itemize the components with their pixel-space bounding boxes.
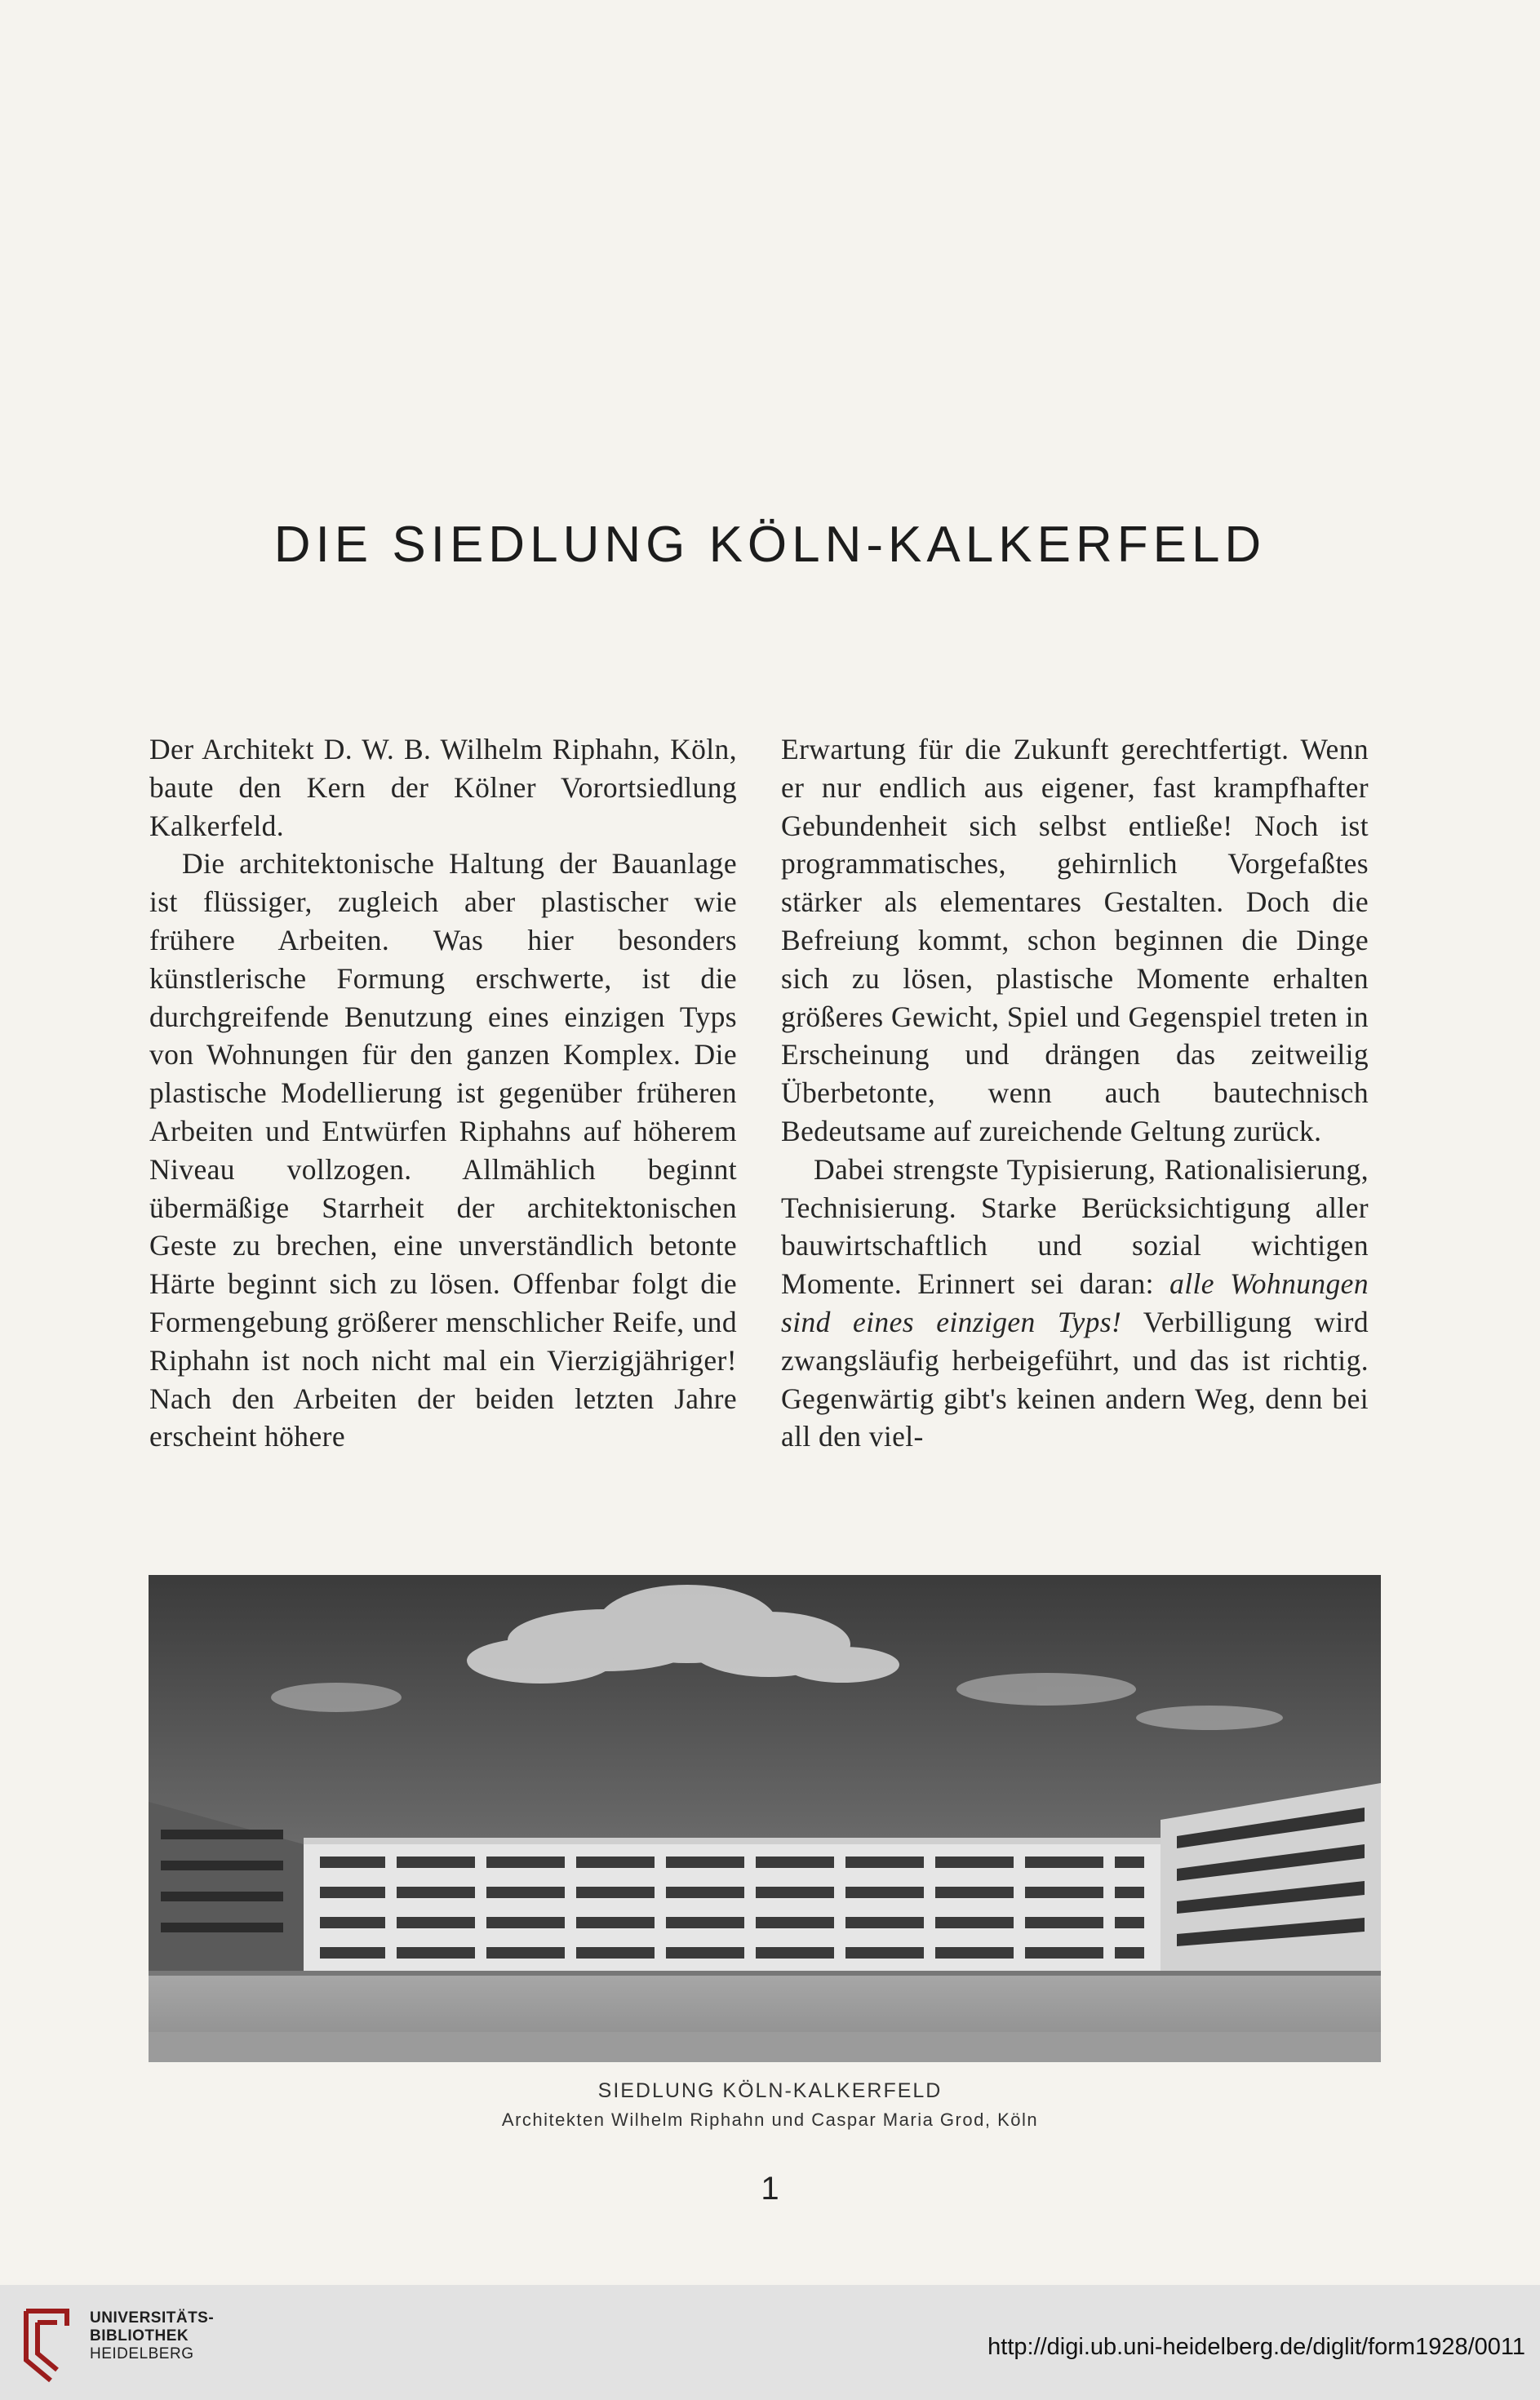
- paragraph-text: Dabei strengste Typisierung, Rationalisierung, Technisierung. Starke Berücksichtigung aller bauwirtschaftlich und sozial wichtigen Momente. Erinnert sei daran:: [781, 1152, 1369, 1301]
- source-url-link[interactable]: http://digi.ub.uni-heidelberg.de/diglit/form1928/0011: [987, 2334, 1525, 2360]
- settlement-photograph: [149, 1575, 1381, 2062]
- page-number: 1: [761, 2171, 779, 2207]
- text-column-right: [781, 730, 1369, 1456]
- paragraph: Erwartung für die Zukunft gerechtfertigt. Wenn er nur endlich aus eigener, fast krampfhafter Gebundenheit sich selbst entließe! Noch ist programmatisches, gehirnlich Vorgefaßtes stärker als elementares Gestalten. Doch die Befreiung kommt, schon beginnen die Dinge sich zu lösen, plastische Momente erhalten größeres Gewicht, Spiel und Gegenspiel treten in Erscheinung und drängen das zeitweilig Überbetonte, wenn auch bautechnisch Bedeutsame auf zureichende Geltung zurück.: [781, 733, 1369, 1147]
- paragraph: Der Architekt D. W. B. Wilhelm Riphahn, Köln, baute den Kern der Kölner Vorortsiedlung Kalkerfeld.: [149, 733, 737, 842]
- library-name: [90, 2309, 214, 2363]
- library-name-line: HEIDELBERG: [90, 2345, 194, 2362]
- article-title: DIE SIEDLUNG KÖLN-KALKERFELD: [273, 517, 1267, 573]
- library-name-line: UNIVERSITÄTS-: [90, 2309, 215, 2327]
- italic-emphasis: alle Wohnungen sind eines einzigen Typs!: [781, 1267, 1369, 1338]
- text-column-left: [149, 730, 737, 1456]
- paragraph: [781, 1151, 1369, 1456]
- photo-caption-title: SIEDLUNG KÖLN-KALKERFELD: [597, 2079, 943, 2102]
- paragraph: Die architektonische Haltung der Bauanlage ist flüssiger, zugleich aber plastischer wie frühere Arbeiten. Was hier besonders künstlerische Formung erschwerte, ist die durchgreifende Benutzung eines einzigen Typs von Wohnungen für den ganzen Komplex. Die plastische Modellierung ist gegenüber früheren Arbeiten und Entwürfen Riphahns auf höherem Niveau vollzogen. Allmählich beginnt übermäßige Starrheit der architektonischen Geste zu brechen, eine unverständlich betonte Härte beginnt sich zu lösen. Offenbar folgt die Formengebung größerer menschlicher Reife, und Riphahn ist noch nicht mal ein Vierzigjähriger! Nach den Arbeiten der beiden letzten Jahre erscheint höhere: [149, 847, 737, 1453]
- paragraph-text: Verbilligung wird zwangsläufig herbeigeführt, und das ist richtig. Gegenwärtig gibt's keinen andern Weg, denn bei all den viel-: [781, 1305, 1369, 1453]
- library-name-line: BIBLIOTHEK: [90, 2327, 189, 2345]
- library-footer: [0, 2285, 1540, 2400]
- photo-caption-credit: Architekten Wilhelm Riphahn und Caspar Maria Grod, Köln: [501, 2109, 1039, 2130]
- ub-heidelberg-logo-icon: [18, 2303, 80, 2384]
